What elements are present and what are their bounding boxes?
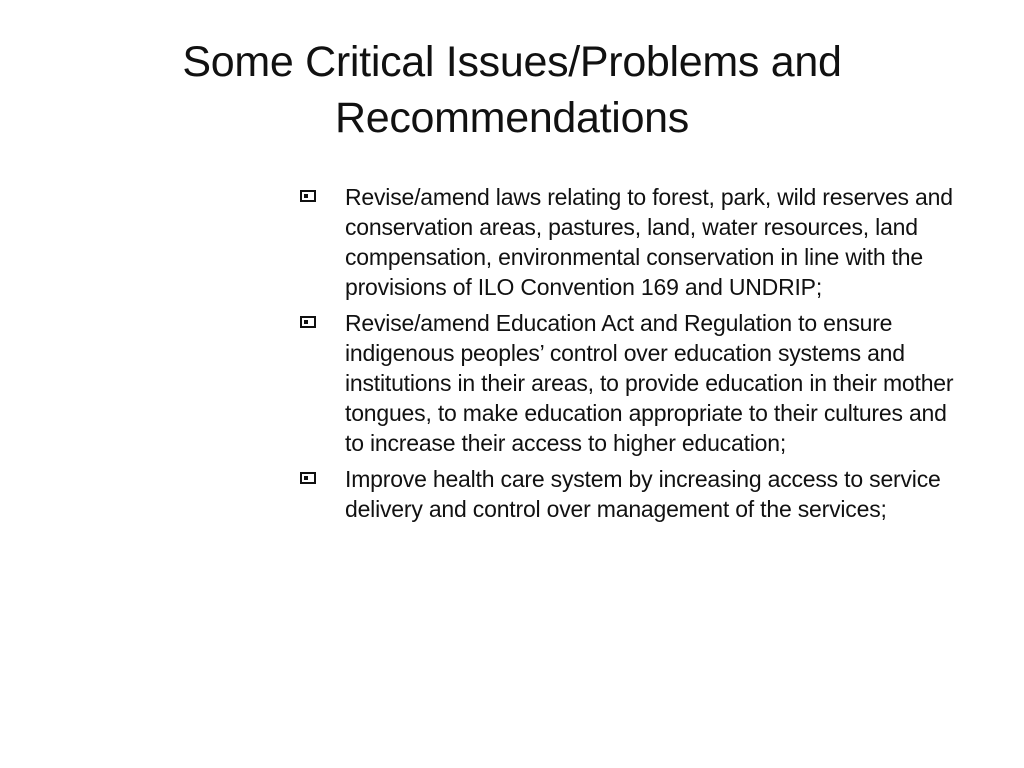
bullet-item <box>300 182 970 302</box>
bullet-item <box>300 308 970 458</box>
slide-title: Some Critical Issues/Problems and Recommendations <box>182 38 842 142</box>
square-bullet-icon <box>300 316 316 328</box>
bullet-item <box>300 464 970 524</box>
square-bullet-icon <box>300 190 316 202</box>
square-bullet-icon <box>300 472 316 484</box>
bullet-list <box>300 182 970 530</box>
bullet-text: Revise/amend laws relating to forest, park, wild reserves and conservation areas, pastures, land, water resources, land compensation, environmental conservation in line with the provisions of ILO Convention 169 and UNDRIP; <box>345 184 953 300</box>
bullet-text: Revise/amend Education Act and Regulation to ensure indigenous peoples’ control over education systems and institutions in their areas, to provide education in their mother tongues, to make education appropriate to their cultures and to increase their access to higher education; <box>345 310 954 456</box>
bullet-text: Improve health care system by increasing access to service delivery and control over management of the services; <box>345 466 941 522</box>
